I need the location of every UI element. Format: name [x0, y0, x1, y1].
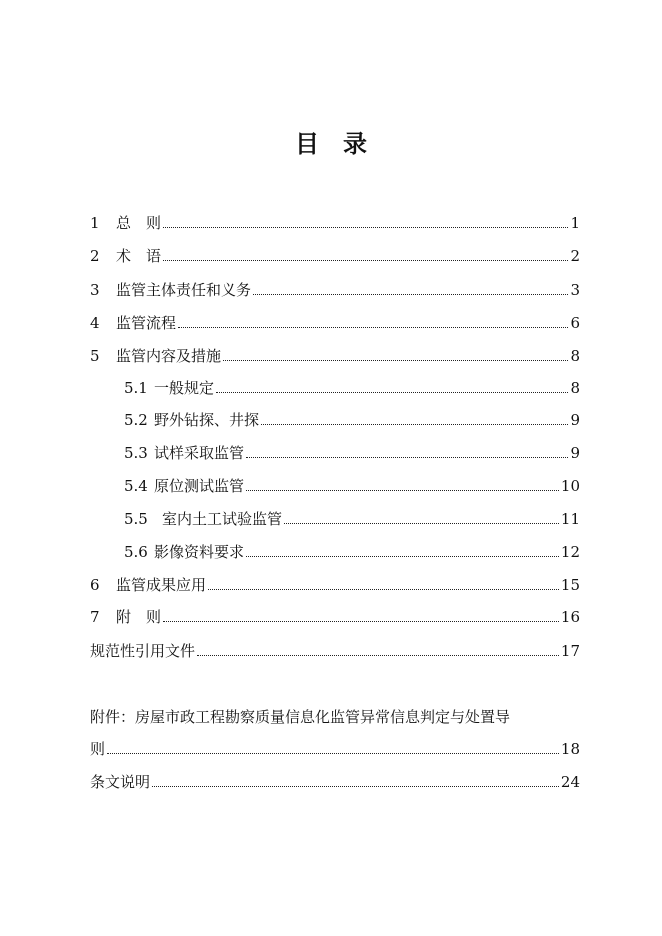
dot-leader	[152, 786, 559, 787]
toc-entry-label: 监管流程	[116, 314, 177, 332]
toc-entry-label: 影像资料要求	[154, 543, 245, 561]
toc-entry-label: 监管主体责任和义务	[116, 281, 252, 299]
dot-leader	[223, 360, 568, 361]
toc-entry-page: 2	[570, 247, 580, 265]
toc-entry-label: 监管成果应用	[116, 576, 207, 594]
dot-leader	[107, 753, 559, 754]
toc-entry-page: 11	[560, 510, 580, 528]
toc-entry-5-3[interactable]	[124, 442, 580, 464]
toc-entry-number: 5.5	[124, 510, 148, 528]
toc-entry-5-4[interactable]	[124, 475, 580, 497]
dot-leader	[208, 589, 559, 590]
toc-entry-number: 5.3	[124, 444, 148, 462]
dot-leader	[163, 621, 559, 622]
toc-entry-normative-references[interactable]	[90, 640, 580, 662]
toc-entry-label: 监管内容及措施	[116, 347, 222, 365]
toc-entry-label: 附 则	[116, 608, 162, 626]
toc-entry-number: 3	[90, 281, 100, 299]
toc-entry-2[interactable]	[90, 245, 580, 267]
toc-entry-page: 1	[570, 214, 580, 232]
toc-entry-number: 5	[90, 347, 100, 365]
toc-entry-4[interactable]	[90, 312, 580, 334]
toc-entry-number: 7	[90, 608, 100, 626]
toc-entry-label: 室内土工试验监管	[162, 510, 283, 528]
toc-entry-page: 8	[570, 379, 580, 397]
dot-leader	[261, 424, 568, 425]
toc-entry-number: 5.2	[124, 411, 148, 429]
toc-entry-page: 3	[570, 281, 580, 299]
toc-entry-page: 24	[560, 773, 580, 791]
toc-entry-label: 原位测试监管	[154, 477, 245, 495]
toc-entry-number: 4	[90, 314, 100, 332]
dot-leader	[246, 490, 559, 491]
toc-entry-number: 5.4	[124, 477, 148, 495]
toc-entry-page: 10	[560, 477, 580, 495]
toc-entry-5[interactable]	[90, 345, 580, 367]
toc-entry-number: 2	[90, 247, 100, 265]
toc-entry-label: 则	[90, 740, 106, 758]
dot-leader	[253, 294, 568, 295]
toc-entry-number: 5.1	[124, 379, 148, 397]
toc-entry-appendix[interactable]	[90, 738, 580, 760]
toc-entry-label: 规范性引用文件	[90, 642, 196, 660]
toc-entry-page: 17	[560, 642, 580, 660]
toc-entry-7[interactable]	[90, 606, 580, 628]
dot-leader	[178, 327, 568, 328]
toc-entry-number: 5.6	[124, 543, 148, 561]
dot-leader	[246, 457, 568, 458]
toc-entry-page: 16	[560, 608, 580, 626]
dot-leader	[197, 655, 559, 656]
toc-entry-number: 1	[90, 214, 100, 232]
toc-entry-page: 9	[570, 444, 580, 462]
toc-entry-page: 6	[570, 314, 580, 332]
toc-entry-page: 8	[570, 347, 580, 365]
toc-entry-label: 野外钻探、井探	[154, 411, 260, 429]
toc-entry-page: 18	[560, 740, 580, 758]
toc-appendix-line[interactable]: 附件：房屋市政工程勘察质量信息化监管异常信息判定与处置导	[90, 708, 511, 726]
toc-entry-page: 12	[560, 543, 580, 561]
toc-entry-1[interactable]	[90, 212, 580, 234]
toc-entry-5-6[interactable]	[124, 541, 580, 563]
toc-entry-label: 总 则	[116, 214, 162, 232]
dot-leader	[216, 392, 568, 393]
dot-leader	[163, 260, 568, 261]
toc-entry-5-2[interactable]	[124, 409, 580, 431]
toc-entry-label: 一般规定	[154, 379, 215, 397]
toc-entry-5-5[interactable]	[124, 508, 580, 530]
toc-entry-explanation[interactable]	[90, 771, 580, 793]
toc-entry-page: 9	[570, 411, 580, 429]
toc-entry-label: 术 语	[116, 247, 162, 265]
toc-entry-5-1[interactable]	[124, 377, 580, 399]
toc-entry-label: 试样采取监管	[154, 444, 245, 462]
dot-leader	[284, 523, 559, 524]
toc-entry-number: 6	[90, 576, 100, 594]
dot-leader	[163, 227, 568, 228]
toc-entry-3[interactable]	[90, 279, 580, 301]
toc-entry-page: 15	[560, 576, 580, 594]
toc-entry-6[interactable]	[90, 574, 580, 596]
toc-entry-label: 条文说明	[90, 773, 151, 791]
page-title: 目 录	[295, 129, 367, 158]
dot-leader	[246, 556, 559, 557]
